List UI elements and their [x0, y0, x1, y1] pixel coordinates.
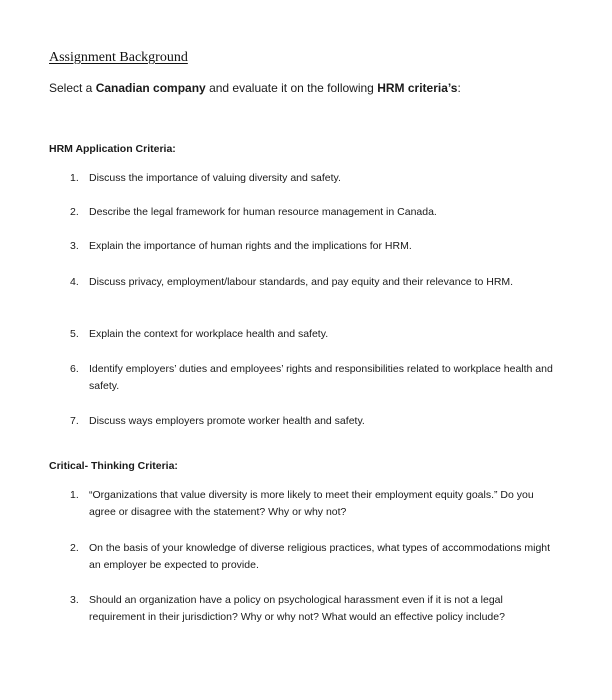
critical-section-heading: Critical- Thinking Criteria:	[49, 460, 178, 472]
list-item-number: 4.	[70, 276, 79, 288]
list-item-number: 5.	[70, 328, 79, 340]
list-item-text: “Organizations that value diversity is more likely to meet their employment equity goals.” Do you agree or disagree with the statement? Why or why not?	[89, 489, 534, 518]
intro-suffix: :	[457, 81, 461, 95]
list-item-text: Discuss privacy, employment/labour standards, and pay equity and their relevance to HRM.	[89, 276, 514, 288]
list-item-number: 1.	[70, 489, 79, 501]
list-item-text: Discuss ways employers promote worker health and safety.	[89, 415, 365, 427]
list-item-text: Identify employers’ duties and employees’ rights and responsibilities related to workplace health and safety.	[89, 363, 553, 392]
list-item-number: 7.	[70, 415, 79, 427]
list-item-text: Explain the context for workplace health and safety.	[89, 328, 329, 340]
intro-paragraph	[49, 80, 461, 96]
intro-criteria: HRM criteria’s	[377, 81, 458, 95]
intro-company: Canadian company	[95, 81, 206, 95]
hrm-section-heading: HRM Application Criteria:	[49, 143, 176, 155]
list-item-number: 3.	[70, 240, 79, 252]
list-item-text: On the basis of your knowledge of diverse religious practices, what types of accommodations might an employer be expected to provide.	[89, 542, 551, 571]
list-item-number: 3.	[70, 594, 79, 606]
list-item-text: Describe the legal framework for human resource management in Canada.	[89, 206, 437, 218]
list-item-number: 1.	[70, 172, 79, 184]
list-item-number: 6.	[70, 363, 79, 375]
intro-prefix: Select a	[49, 81, 96, 95]
list-item-number: 2.	[70, 206, 79, 218]
page-title: Assignment Background	[49, 50, 188, 65]
intro-middle: and evaluate it on the following	[205, 81, 378, 95]
list-item-text: Discuss the importance of valuing diversity and safety.	[89, 172, 341, 184]
list-item-text: Should an organization have a policy on psychological harassment even if it is not a legal requirement in their jurisdiction? Why or why not? What would an effective policy include?	[89, 594, 505, 623]
list-item-text: Explain the importance of human rights and the implications for HRM.	[89, 240, 412, 252]
list-item-number: 2.	[70, 542, 79, 554]
